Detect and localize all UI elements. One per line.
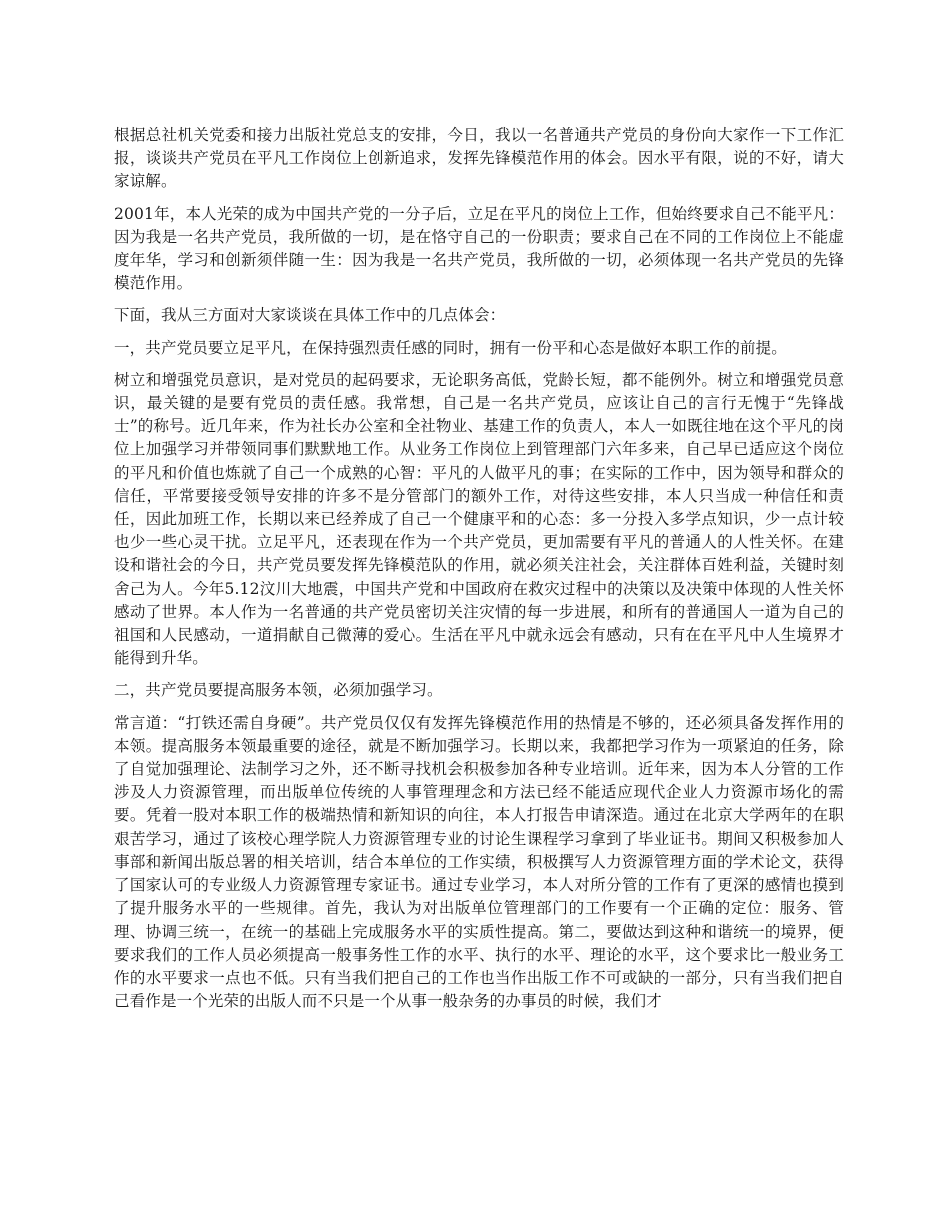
section-heading-2: 二，共产党员要提高服务本领，必须加强学习。 <box>114 681 443 700</box>
paragraph-2001: 2001年，本人光荣的成为中国共产党的一分子后，立足在平凡的岗位上工作，但始终要求自己不能平凡：因为我是一名共产党员，我所做的一切，是在恪守自己的一份职责；要求自己在不同的工作岗位上不能虚度年华，学习和创新须伴随一生：因为我是一名共产党员，我所做的一切，必须体现一名共产党员的先锋模范作用。 <box>114 204 844 293</box>
paragraph-overview: 下面，我从三方面对大家谈谈在具体工作中的几点体会： <box>114 306 506 325</box>
paragraph-section-2-body: 常言道：“打铁还需自身硬”。共产党员仅仅有发挥先锋模范作用的热情是不够的，还必须具备发挥作用的本领。提高服务本领最重要的途径，就是不断加强学习。长期以来，我都把学习作为一项紧迫的任务，除了自觉加强理论、法制学习之外，还不断寻找机会积极参加各种专业培训。近年来，因为本人分管的工作涉及人力资源管理，而出版单位传统的人事管理理念和方法已经不能适应现代企业人力资源市场化的需要。凭着一股对本职工作的极端热情和新知识的向往，本人打报告申请深造。通过在北京大学两年的在职艰苦学习，通过了该校心理学院人力资源管理专业的讨论生课程学习拿到了毕业证书。期间又积极参加人事部和新闻出版总署的相关培训，结合本单位的工作实绩，积极撰写人力资源管理方面的学术论文，获得了国家认可的专业级人力资源管理专家证书。通过专业学习，本人对所分管的工作有了更深的感情也摸到了提升服务水平的一些规律。首先，我认为对出版单位管理部门的工作要有一个正确的定位：服务、管理、协调三统一，在统一的基础上完成服务水平的实质性提高。第二，要做达到这种和谐统一的境界，便要求我们的工作人员必须提高一般事务性工作的水平、执行的水平、理论的水平，这个要求比一般业务工作的水平要求一点也不低。只有当我们把自己的工作也当作出版工作不可或缺的一部分，只有当我们把自己看作是一个光荣的出版人而不只是一个从事一般杂务的办事员的时候，我们才 <box>114 713 844 1011</box>
section-heading-1: 一，共产党员要立足平凡，在保持强烈责任感的同时，拥有一份平和心态是做好本职工作的前提。 <box>114 338 787 357</box>
paragraph-intro: 根据总社机关党委和接力出版社党总支的安排，今日，我以一名普通共产党员的身份向大家作一下工作汇报，谈谈共产党员在平凡工作岗位上创新追求，发挥先锋模范作用的体会。因水平有限，说的不好，请大家谅解。 <box>114 126 844 191</box>
document-body <box>114 124 844 1022</box>
paragraph-section-1-body: 树立和增强党员意识，是对党员的起码要求，无论职务高低，党龄长短，都不能例外。树立和增强党员意识，最关键的是要有党员的责任感。我常想，自己是一名共产党员，应该让自己的言行无愧于“先锋战士”的称号。近几年来，作为社长办公室和全社物业、基建工作的负责人，本人一如既往地在这个平凡的岗位上加强学习并带领同事们默默地工作。从业务工作岗位上到管理部门六年多来，自己早已适应这个岗位的平凡和价值也炼就了自己一个成熟的心智：平凡的人做平凡的事；在实际的工作中，因为领导和群众的信任，平常要接受领导安排的许多不是分管部门的额外工作，对待这些安排，本人只当成一种信任和责任，因此加班工作，长期以来已经养成了自己一个健康平和的心态：多一分投入多学点知识，少一点计较也少一些心灵干扰。立足平凡，还表现在作为一个共产党员，更加需要有平凡的普通人的人性关怀。在建设和谐社会的今日，共产党员要发挥先锋模范队的作用，就必须关注社会，关注群体百姓利益，关键时刻舍己为人。今年5.12汶川大地震，中国共产党和中国政府在救灾过程中的决策以及决策中体现的人性关怀感动了世界。本人作为一名普通的共产党员密切关注灾情的每一步进展，和所有的普通国人一道为自己的祖国和人民感动，一道捐献自己微薄的爱心。生活在平凡中就永远会有感动，只有在在平凡中人生境界才能得到升华。 <box>114 370 844 668</box>
